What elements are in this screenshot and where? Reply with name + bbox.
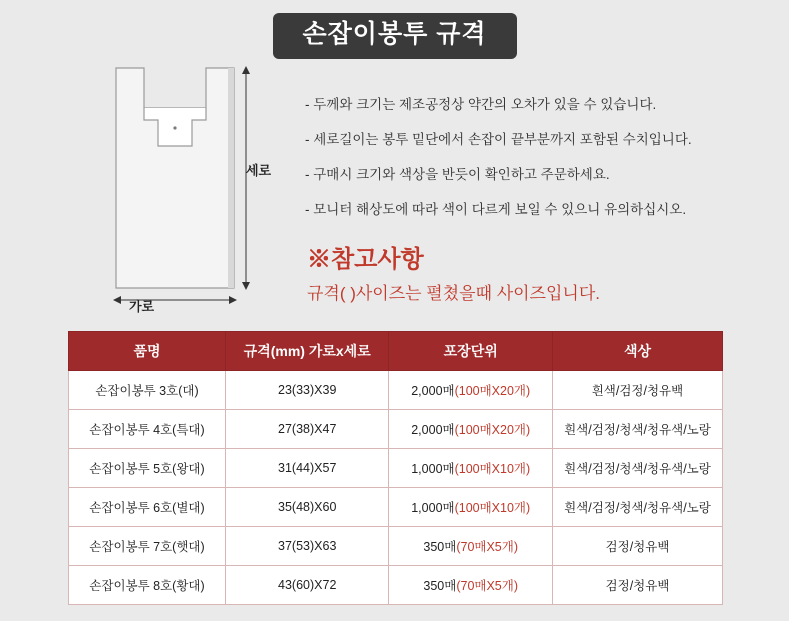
table-header-pack: 포장단위 bbox=[389, 332, 553, 371]
bag-illustration bbox=[88, 60, 298, 310]
handle-bag-icon bbox=[88, 60, 298, 310]
pack-main: 1,000매 bbox=[411, 462, 455, 476]
pack-main: 2,000매 bbox=[411, 384, 455, 398]
cell-color: 흰색/검정/청색/청유색/노랑 bbox=[552, 488, 722, 527]
pack-sub: (100매X20개) bbox=[454, 384, 531, 398]
notes-list bbox=[305, 95, 745, 235]
table-header-color: 색상 bbox=[552, 332, 722, 371]
pack-sub: (100매X10개) bbox=[454, 462, 531, 476]
pack-main: 2,000매 bbox=[411, 423, 455, 437]
table-row bbox=[69, 410, 723, 449]
spec-table bbox=[68, 331, 723, 605]
reference-title: ※참고사항 bbox=[307, 246, 424, 273]
cell-name: 손잡이봉투 8호(황대) bbox=[69, 566, 226, 605]
table-row bbox=[69, 566, 723, 605]
cell-pack bbox=[389, 371, 553, 410]
cell-color: 검정/청유백 bbox=[552, 566, 722, 605]
table-header-row bbox=[69, 332, 723, 371]
cell-name: 손잡이봉투 7호(햇대) bbox=[69, 527, 226, 566]
note-item: - 구매시 크기와 색상을 반듯이 확인하고 주문하세요. bbox=[305, 166, 610, 182]
pack-sub: (70매X5개) bbox=[456, 540, 518, 554]
note-item: - 모니터 해상도에 따라 색이 다르게 보일 수 있으니 유의하십시오. bbox=[305, 201, 687, 217]
pack-sub: (70매X5개) bbox=[456, 579, 518, 593]
cell-pack bbox=[389, 566, 553, 605]
pack-main: 350매 bbox=[423, 579, 457, 593]
cell-spec: 43(60)X72 bbox=[225, 566, 389, 605]
dimension-label-height: 세로 bbox=[246, 163, 272, 178]
table-row bbox=[69, 527, 723, 566]
table-header-name: 품명 bbox=[69, 332, 226, 371]
dimension-label-width: 가로 bbox=[129, 299, 155, 314]
page-title: 손잡이봉투 규격 bbox=[273, 13, 517, 59]
cell-spec: 23(33)X39 bbox=[225, 371, 389, 410]
cell-name: 손잡이봉투 4호(특대) bbox=[69, 410, 226, 449]
pack-sub: (100매X10개) bbox=[454, 501, 531, 515]
spec-table-wrap bbox=[68, 331, 723, 605]
cell-name: 손잡이봉투 5호(왕대) bbox=[69, 449, 226, 488]
pack-main: 350매 bbox=[423, 540, 457, 554]
note-item: - 세로길이는 봉투 밑단에서 손잡이 끝부분까지 포함된 수치입니다. bbox=[305, 131, 692, 147]
cell-name: 손잡이봉투 6호(별대) bbox=[69, 488, 226, 527]
pack-main: 1,000매 bbox=[411, 501, 455, 515]
cell-spec: 35(48)X60 bbox=[225, 488, 389, 527]
reference-block bbox=[307, 246, 757, 305]
table-row bbox=[69, 488, 723, 527]
cell-color: 검정/청유백 bbox=[552, 527, 722, 566]
pack-sub: (100매X20개) bbox=[454, 423, 531, 437]
cell-color: 흰색/검정/청색/청유색/노랑 bbox=[552, 449, 722, 488]
cell-spec: 27(38)X47 bbox=[225, 410, 389, 449]
cell-color: 흰색/검정/청색/청유색/노랑 bbox=[552, 410, 722, 449]
reference-subtitle: 규격( )사이즈는 펼쳤을때 사이즈입니다. bbox=[307, 283, 600, 303]
table-row bbox=[69, 371, 723, 410]
table-row bbox=[69, 449, 723, 488]
cell-spec: 37(53)X63 bbox=[225, 527, 389, 566]
cell-color: 흰색/검정/청유백 bbox=[552, 371, 722, 410]
cell-pack bbox=[389, 488, 553, 527]
cell-pack bbox=[389, 527, 553, 566]
cell-pack bbox=[389, 449, 553, 488]
cell-spec: 31(44)X57 bbox=[225, 449, 389, 488]
table-header-spec: 규격(mm) 가로x세로 bbox=[225, 332, 389, 371]
note-item: - 두께와 크기는 제조공정상 약간의 오차가 있을 수 있습니다. bbox=[305, 97, 657, 112]
cell-name: 손잡이봉투 3호(대) bbox=[69, 371, 226, 410]
cell-pack bbox=[389, 410, 553, 449]
page-title-wrap bbox=[0, 13, 789, 59]
